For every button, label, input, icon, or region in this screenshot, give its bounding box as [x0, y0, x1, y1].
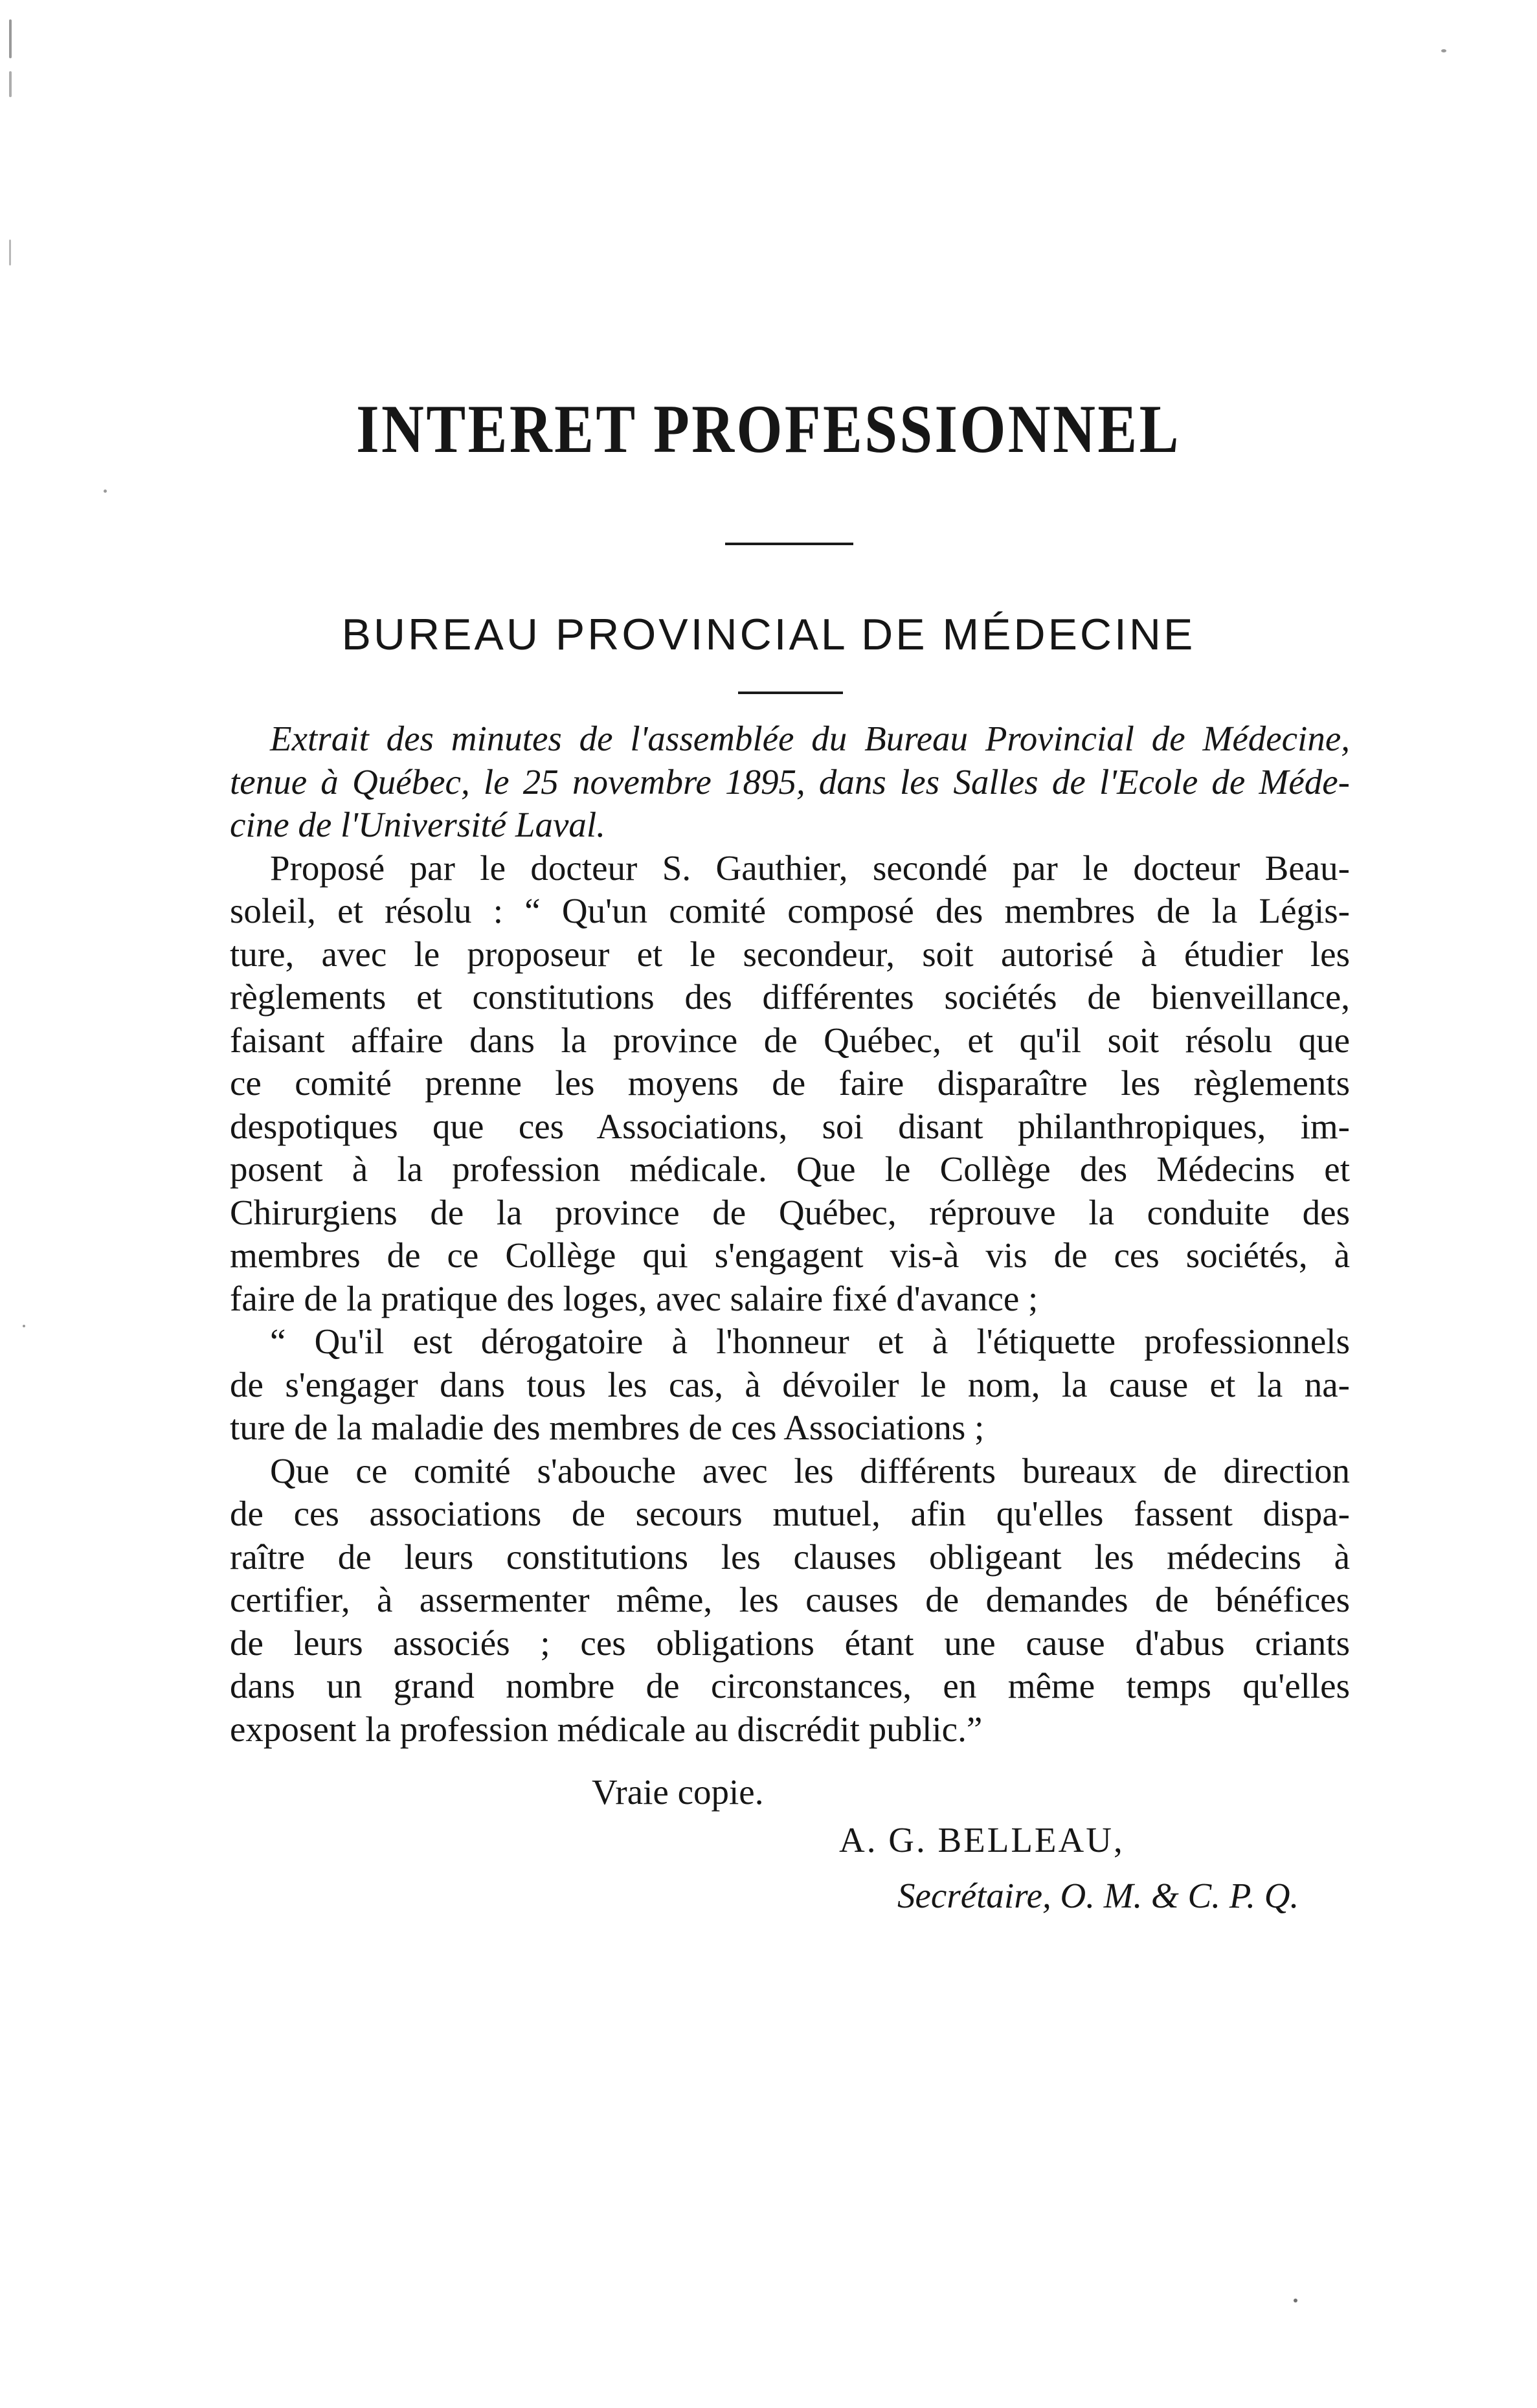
paragraph-line: dans un grand nombre de circonstances, en même temps qu'elles — [230, 1666, 1350, 1705]
paragraph-line: “ Qu'il est dérogatoire à l'honneur et à l'étiquette professionnels — [270, 1322, 1350, 1361]
paragraph-line: Proposé par le docteur S. Gauthier, secondé par le docteur Beau- — [270, 848, 1350, 888]
extract-line: cine de l'Université Laval. — [230, 805, 605, 844]
paragraph-line: ture de la maladie des membres de ces Associations ; — [230, 1408, 985, 1447]
attestation: Vraie copie. — [592, 1772, 764, 1812]
paragraph-line: exposent la profession médicale au discrédit public.” — [230, 1709, 983, 1749]
paragraph-line: faisant affaire dans la province de Québec, et qu'il soit résolu que — [230, 1020, 1350, 1060]
scan-speck — [1441, 49, 1446, 52]
paragraph-line: Que ce comité s'abouche avec les différents bureaux de direction — [270, 1450, 1350, 1491]
subtitle-divider — [738, 692, 843, 694]
paragraph-line: faire de la pratique des loges, avec salaire fixé d'avance ; — [230, 1278, 1038, 1318]
paragraph-line: Chirurgiens de la province de Québec, réprouve la conduite des — [230, 1192, 1350, 1232]
paragraph-line: règlements et constitutions des différentes sociétés de bienveillance, — [230, 977, 1350, 1017]
paragraph-line: membres de ce Collège qui s'engagent vis-à vis de ces sociétés, à — [230, 1235, 1350, 1275]
scan-speck — [23, 1325, 25, 1327]
paragraph-line: de ces associations de secours mutuel, afin qu'elles fassent dispa- — [230, 1494, 1350, 1533]
title-divider — [725, 543, 853, 545]
paragraph-line: ture, avec le proposeur et le secondeur, soit autorisé à étudier les — [230, 934, 1350, 974]
paragraph-line: posent à la profession médicale. Que le Collège des Médecins et — [230, 1149, 1350, 1189]
scan-speck — [9, 19, 12, 58]
page-title: INTERET PROFESSIONNEL — [356, 391, 1181, 467]
paragraph-line: raître de leurs constitutions les clauses obligeant les médecins à — [230, 1536, 1350, 1577]
extract-line: tenue à Québec, le 25 novembre 1895, dans les Salles de l'Ecole de Méde- — [230, 761, 1350, 802]
section-subtitle: BUREAU PROVINCIAL DE MÉDECINE — [341, 610, 1196, 659]
paragraph-line: certifier, à assermenter même, les causes de demandes de bénéfices — [230, 1580, 1350, 1619]
signer-role: Secrétaire, O. M. & C. P. Q. — [897, 1876, 1299, 1915]
scan-speck — [1294, 2299, 1297, 2302]
body-text — [230, 717, 1350, 1751]
signer-name: A. G. BELLEAU, — [839, 1820, 1125, 1860]
scan-speck — [9, 71, 12, 97]
extract-line: Extrait des minutes de l'assemblée du Bureau Provincial de Médecine, — [270, 719, 1350, 758]
scan-speck — [104, 489, 107, 493]
paragraph-line: soleil, et résolu : “ Qu'un comité composé des membres de la Légis- — [230, 891, 1350, 930]
paragraph-line: de leurs associés ; ces obligations étant une cause d'abus criants — [230, 1623, 1350, 1663]
paragraph-line: de s'engager dans tous les cas, à dévoiler le nom, la cause et la na- — [230, 1364, 1350, 1404]
paragraph-line: ce comité prenne les moyens de faire disparaître les règlements — [230, 1063, 1350, 1103]
scan-speck — [9, 240, 11, 265]
paragraph-line: despotiques que ces Associations, soi disant philanthropiques, im- — [230, 1106, 1350, 1146]
